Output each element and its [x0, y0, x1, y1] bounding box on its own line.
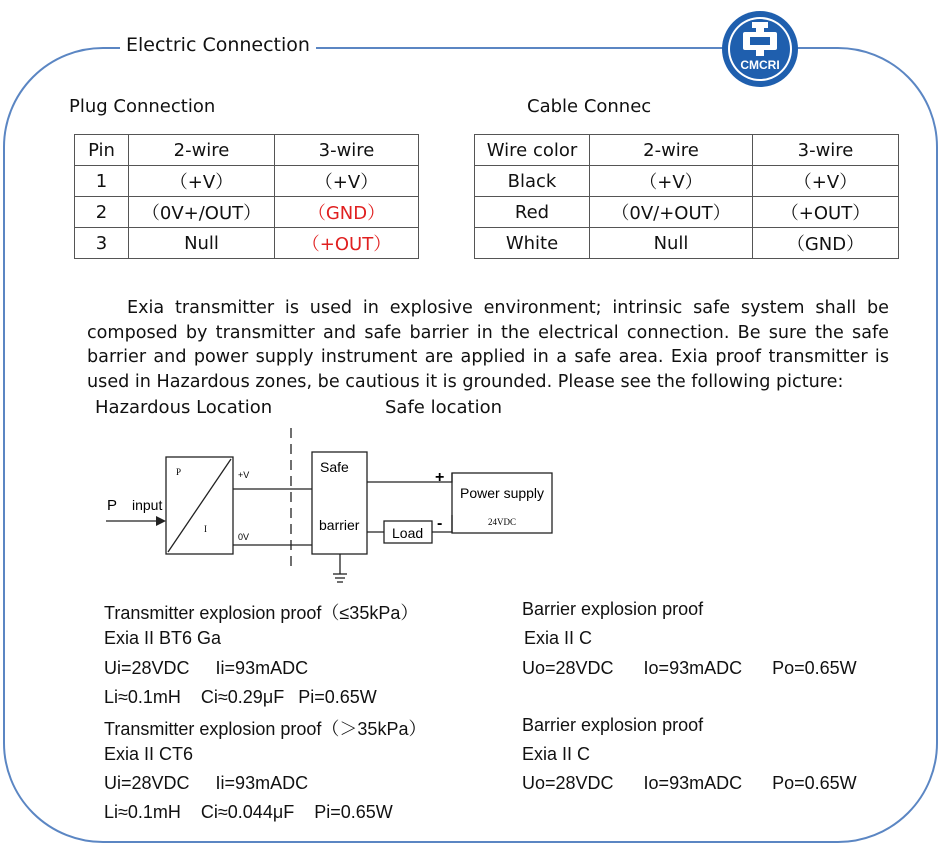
spec-value: Io=93mADC: [643, 658, 743, 678]
table-cell-highlight: （+OUT）: [275, 228, 419, 259]
table-cell: （0V/+OUT）: [590, 197, 753, 228]
transmitter-spec-heading: Transmitter explosion proof（＞35kPa）: [104, 719, 427, 739]
table-row: [75, 197, 419, 228]
transmitter-spec-values: [104, 802, 393, 823]
table-cell: Black: [475, 166, 590, 197]
barrier-spec-heading: Barrier explosion proof: [522, 599, 704, 619]
table-row: [475, 197, 899, 228]
zero-v-label: 0V: [238, 532, 250, 542]
cable-connection-table: [474, 134, 899, 259]
plus-v-label: +V: [238, 470, 250, 480]
load-label: Load: [392, 525, 424, 541]
description-paragraph: Exia transmitter is used in explosive environment; intrinsic safe system shall be composed by transmitter and safe barrier in the electrical connection. Be sure the safe barrier and power supply instrument are applied in a safe area. Exia proof transmitter is used in Hazardous zones, be cautious it is grounded. Please see the following picture:: [87, 298, 889, 392]
table-cell: （+V）: [590, 166, 753, 197]
table-cell: （+V）: [275, 166, 419, 197]
spec-value: Li≈0.1mH: [104, 687, 181, 707]
column-header: 3-wire: [275, 135, 419, 166]
spec-value: Ii=93mADC: [215, 658, 309, 678]
barrier-bottom-label: barrier: [319, 517, 360, 533]
table-cell: （+V）: [753, 166, 899, 197]
table-row: [75, 228, 419, 259]
barrier-spec-class: Exia II C: [522, 744, 591, 764]
table-row: [475, 166, 899, 197]
column-header: 3-wire: [753, 135, 899, 166]
power-supply-label: Power supply: [460, 485, 545, 501]
table-cell: （GND）: [753, 228, 899, 259]
barrier-spec-class: Exia II C: [524, 628, 593, 648]
table-cell: Null: [129, 228, 275, 259]
table-cell: 1: [75, 166, 129, 197]
table-cell: 3: [75, 228, 129, 259]
spec-value: Po=0.65W: [772, 658, 857, 678]
input-p-label: P: [107, 497, 118, 514]
spec-value: Ci≈0.044μF: [200, 802, 295, 822]
spec-value: Uo=28VDC: [522, 773, 614, 793]
input-label: input: [132, 497, 163, 513]
column-header: Wire color: [475, 135, 590, 166]
plug-connection-table: [74, 134, 419, 259]
transmitter-spec-values: [104, 773, 308, 794]
column-header: 2-wire: [129, 135, 275, 166]
transmitter-p-label: P: [176, 467, 182, 477]
table-header-row: [75, 135, 419, 166]
transmitter-spec-class: Exia II CT6: [104, 744, 194, 764]
spec-value: Ci≈0.29μF: [200, 687, 285, 707]
table-cell: 2: [75, 197, 129, 228]
spec-value: Io=93mADC: [643, 773, 743, 793]
table-header-row: [475, 135, 899, 166]
table-cell-highlight: （GND）: [275, 197, 419, 228]
transmitter-spec-class: Exia II BT6 Ga: [104, 628, 222, 648]
column-header: 2-wire: [590, 135, 753, 166]
plus-sign: +: [435, 469, 445, 486]
transmitter-spec-values: [104, 658, 308, 679]
spec-value: Po=0.65W: [772, 773, 857, 793]
table-cell: （0V+/OUT）: [129, 197, 275, 228]
spec-value: Ii=93mADC: [215, 773, 309, 793]
plug-connection-title: Plug Connection: [69, 96, 216, 117]
logo-text: CMCRI: [740, 58, 780, 72]
transmitter-i-label: I: [204, 524, 207, 534]
table-cell: （+V）: [129, 166, 275, 197]
spec-value: Ui=28VDC: [104, 658, 190, 678]
transmitter-spec-values: [104, 687, 377, 708]
table-row: [75, 166, 419, 197]
spec-value: Ui=28VDC: [104, 773, 190, 793]
safe-location-label: Safe location: [385, 397, 503, 418]
spec-value: Uo=28VDC: [522, 658, 614, 678]
minus-sign: -: [437, 515, 443, 532]
power-voltage-label: 24VDC: [488, 517, 517, 527]
table-cell: Null: [590, 228, 753, 259]
barrier-spec-values: [522, 658, 857, 679]
barrier-spec-heading: Barrier explosion proof: [522, 715, 704, 735]
barrier-spec-values: [522, 773, 857, 794]
column-header: Pin: [75, 135, 129, 166]
table-cell: （+OUT）: [753, 197, 899, 228]
spec-value: Pi=0.65W: [298, 687, 377, 707]
spec-value: Pi=0.65W: [314, 802, 393, 822]
cmcri-logo: [712, 8, 808, 90]
cable-connection-title: Cable Connec: [527, 96, 652, 117]
spec-value: Li≈0.1mH: [104, 802, 181, 822]
table-cell: Red: [475, 197, 590, 228]
table-cell: White: [475, 228, 590, 259]
transmitter-spec-heading: Transmitter explosion proof（≤35kPa）: [104, 603, 419, 623]
section-title: Electric Connection: [120, 34, 316, 56]
barrier-top-label: Safe: [320, 459, 349, 475]
hazardous-location-label: Hazardous Location: [95, 397, 273, 418]
table-row: [475, 228, 899, 259]
